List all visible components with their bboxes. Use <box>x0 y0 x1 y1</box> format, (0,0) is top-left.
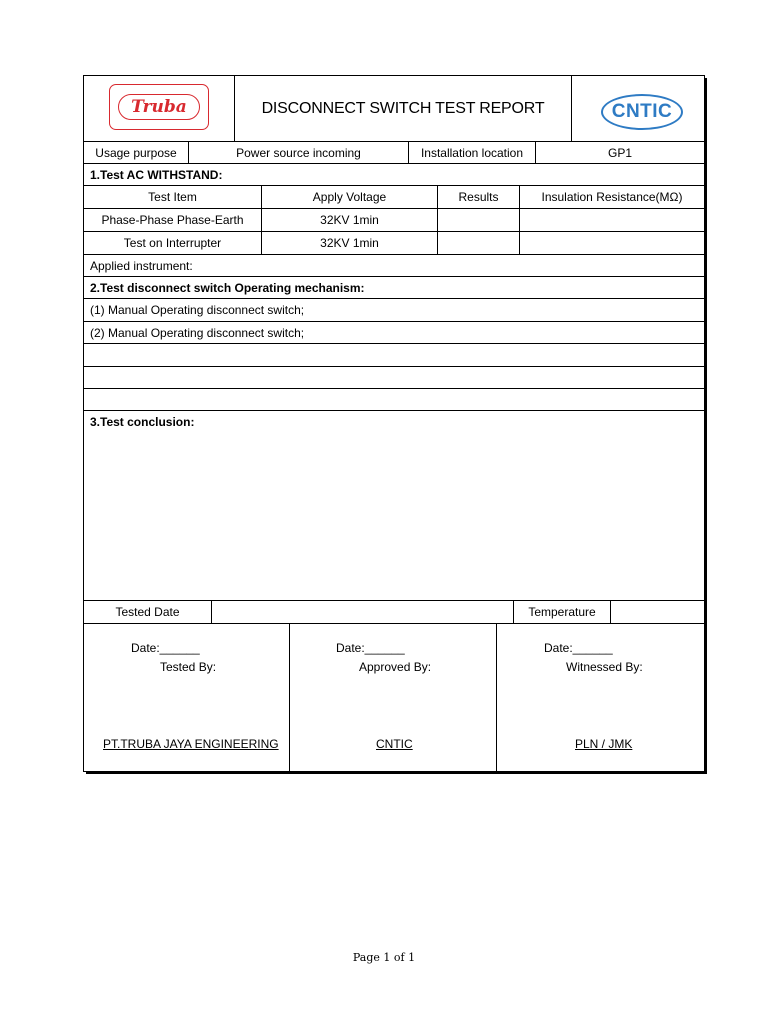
witnessed-by-label: Witnessed By: <box>566 660 643 674</box>
signature-tested <box>84 624 289 771</box>
applied-instrument-row <box>84 255 704 277</box>
header-row <box>84 76 704 142</box>
section2-line-1: (1) Manual Operating disconnect switch; <box>90 303 305 317</box>
temperature-label: Temperature <box>513 601 610 623</box>
row2-insulation[interactable] <box>519 232 704 254</box>
approved-org: CNTIC <box>376 737 413 751</box>
col-insulation-resistance: Insulation Resistance(MΩ) <box>519 186 704 208</box>
test-report-form <box>83 75 705 772</box>
signature-witnessed <box>496 624 704 771</box>
tested-date-line: Date:______ <box>131 641 200 655</box>
usage-purpose-value: Power source incoming <box>188 142 408 163</box>
section1-heading-row <box>84 164 704 186</box>
cntic-logo: CNTIC <box>601 94 683 130</box>
row1-test-item: Phase-Phase Phase-Earth <box>101 213 244 227</box>
conclusion-area[interactable] <box>84 411 704 601</box>
row2-test-item: Test on Interrupter <box>123 236 222 250</box>
list-item[interactable] <box>84 344 704 367</box>
report-title: DISCONNECT SWITCH TEST REPORT <box>234 76 571 141</box>
witnessed-org: PLN / JMK <box>575 737 633 751</box>
tested-org: PT.TRUBA JAYA ENGINEERING <box>103 737 279 751</box>
section2-line-2: (2) Manual Operating disconnect switch; <box>90 325 305 340</box>
list-item <box>84 299 704 322</box>
row1-results[interactable] <box>437 209 519 231</box>
row1-apply-voltage: 32KV 1min <box>261 209 437 231</box>
col-results: Results <box>437 186 519 208</box>
cntic-logo-cell <box>571 76 704 141</box>
temperature-value[interactable] <box>610 601 704 623</box>
section2-line-5[interactable] <box>84 389 704 410</box>
witnessed-date-line: Date:______ <box>544 641 613 655</box>
tested-by-label: Tested By: <box>160 660 217 674</box>
section3-heading: 3.Test conclusion: <box>90 415 195 429</box>
section2-heading: 2.Test disconnect switch Operating mechanism: <box>90 280 365 295</box>
page-number: Page 1 of 1 <box>352 951 416 964</box>
approved-by-label: Approved By: <box>359 660 432 674</box>
col-apply-voltage: Apply Voltage <box>261 186 437 208</box>
installation-location-label: Installation location <box>408 142 535 163</box>
section2-heading-row <box>84 277 704 299</box>
section2-line-4[interactable] <box>84 367 704 388</box>
list-item <box>84 322 704 344</box>
section2-line-3[interactable] <box>84 344 704 366</box>
section1-heading: 1.Test AC WITHSTAND: <box>90 167 223 182</box>
tested-date-value[interactable] <box>211 601 513 623</box>
tested-date-label: Tested Date <box>115 605 180 619</box>
truba-logo-cell <box>84 76 234 141</box>
section1-header-row <box>84 186 704 209</box>
signature-block <box>84 624 704 771</box>
signature-approved <box>289 624 496 771</box>
truba-logo-text: Truba <box>118 94 200 120</box>
tested-date-row <box>84 601 704 624</box>
installation-location-value: GP1 <box>535 142 704 163</box>
usage-row <box>84 142 704 164</box>
row1-insulation[interactable] <box>519 209 704 231</box>
row2-results[interactable] <box>437 232 519 254</box>
col-test-item: Test Item <box>148 190 197 204</box>
applied-instrument-label: Applied instrument: <box>90 258 193 273</box>
row2-apply-voltage: 32KV 1min <box>261 232 437 254</box>
table-row <box>84 209 704 232</box>
truba-logo <box>109 84 209 130</box>
table-row <box>84 232 704 255</box>
list-item[interactable] <box>84 367 704 389</box>
list-item[interactable] <box>84 389 704 411</box>
approved-date-line: Date:______ <box>336 641 405 655</box>
usage-purpose-label: Usage purpose <box>95 145 177 160</box>
